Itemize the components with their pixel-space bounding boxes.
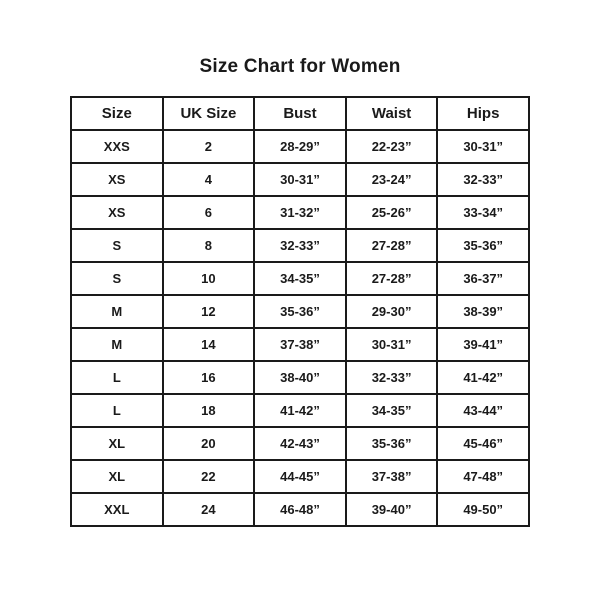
table-cell: 12 — [163, 295, 255, 328]
table-cell: 43-44” — [437, 394, 529, 427]
table-row — [71, 295, 529, 328]
table-cell: XL — [71, 427, 163, 460]
table-cell: XXL — [71, 493, 163, 526]
table-cell: 46-48” — [254, 493, 346, 526]
page-title: Size Chart for Women — [199, 56, 401, 77]
table-cell: 32-33” — [254, 229, 346, 262]
table-row — [71, 427, 529, 460]
table-cell: 34-35” — [346, 394, 438, 427]
table-row — [71, 130, 529, 163]
table-cell: 30-31” — [437, 130, 529, 163]
table-cell: 30-31” — [254, 163, 346, 196]
table-cell: XXS — [71, 130, 163, 163]
table-cell: 23-24” — [346, 163, 438, 196]
column-header-size: Size — [71, 97, 163, 130]
table-cell: 2 — [163, 130, 255, 163]
table-cell: XL — [71, 460, 163, 493]
table-cell: S — [71, 262, 163, 295]
table-cell: 28-29” — [254, 130, 346, 163]
column-header-waist: Waist — [346, 97, 438, 130]
table-cell: 35-36” — [254, 295, 346, 328]
column-header-hips: Hips — [437, 97, 529, 130]
table-body — [71, 130, 529, 526]
table-row — [71, 196, 529, 229]
table-cell: 42-43” — [254, 427, 346, 460]
table-cell: 27-28” — [346, 262, 438, 295]
table-cell: 33-34” — [437, 196, 529, 229]
table-cell: XS — [71, 196, 163, 229]
table-cell: 31-32” — [254, 196, 346, 229]
table-cell: L — [71, 361, 163, 394]
table-cell: 39-41” — [437, 328, 529, 361]
table-cell: 36-37” — [437, 262, 529, 295]
table-cell: 27-28” — [346, 229, 438, 262]
table-cell: M — [71, 328, 163, 361]
table-cell: 6 — [163, 196, 255, 229]
table-header-row — [71, 97, 529, 130]
table-cell: 8 — [163, 229, 255, 262]
table-row — [71, 361, 529, 394]
table-cell: 45-46” — [437, 427, 529, 460]
table-cell: 20 — [163, 427, 255, 460]
table-cell: 16 — [163, 361, 255, 394]
table-row — [71, 460, 529, 493]
table-cell: M — [71, 295, 163, 328]
table-cell: XS — [71, 163, 163, 196]
table-row — [71, 493, 529, 526]
table-cell: 38-40” — [254, 361, 346, 394]
table-row — [71, 229, 529, 262]
table-cell: 22-23” — [346, 130, 438, 163]
table-cell: 35-36” — [437, 229, 529, 262]
table-cell: 41-42” — [254, 394, 346, 427]
table-cell: 49-50” — [437, 493, 529, 526]
table-row — [71, 163, 529, 196]
column-header-uk-size: UK Size — [163, 97, 255, 130]
table-cell: 18 — [163, 394, 255, 427]
table-cell: 37-38” — [346, 460, 438, 493]
table-row — [71, 328, 529, 361]
table-cell: 32-33” — [346, 361, 438, 394]
table-cell: 39-40” — [346, 493, 438, 526]
column-header-bust: Bust — [254, 97, 346, 130]
table-cell: 38-39” — [437, 295, 529, 328]
table-cell: 44-45” — [254, 460, 346, 493]
table-cell: 14 — [163, 328, 255, 361]
table-cell: 35-36” — [346, 427, 438, 460]
table-cell: L — [71, 394, 163, 427]
table-cell: 10 — [163, 262, 255, 295]
table-header — [71, 97, 529, 130]
table-row — [71, 394, 529, 427]
table-cell: 29-30” — [346, 295, 438, 328]
table-cell: 47-48” — [437, 460, 529, 493]
table-cell: 37-38” — [254, 328, 346, 361]
table-cell: 4 — [163, 163, 255, 196]
table-row — [71, 262, 529, 295]
table-cell: 22 — [163, 460, 255, 493]
table-cell: 34-35” — [254, 262, 346, 295]
table-cell: 30-31” — [346, 328, 438, 361]
table-cell: 32-33” — [437, 163, 529, 196]
table-cell: 41-42” — [437, 361, 529, 394]
table-cell: S — [71, 229, 163, 262]
table-cell: 25-26” — [346, 196, 438, 229]
table-cell: 24 — [163, 493, 255, 526]
size-chart-table — [70, 96, 530, 527]
